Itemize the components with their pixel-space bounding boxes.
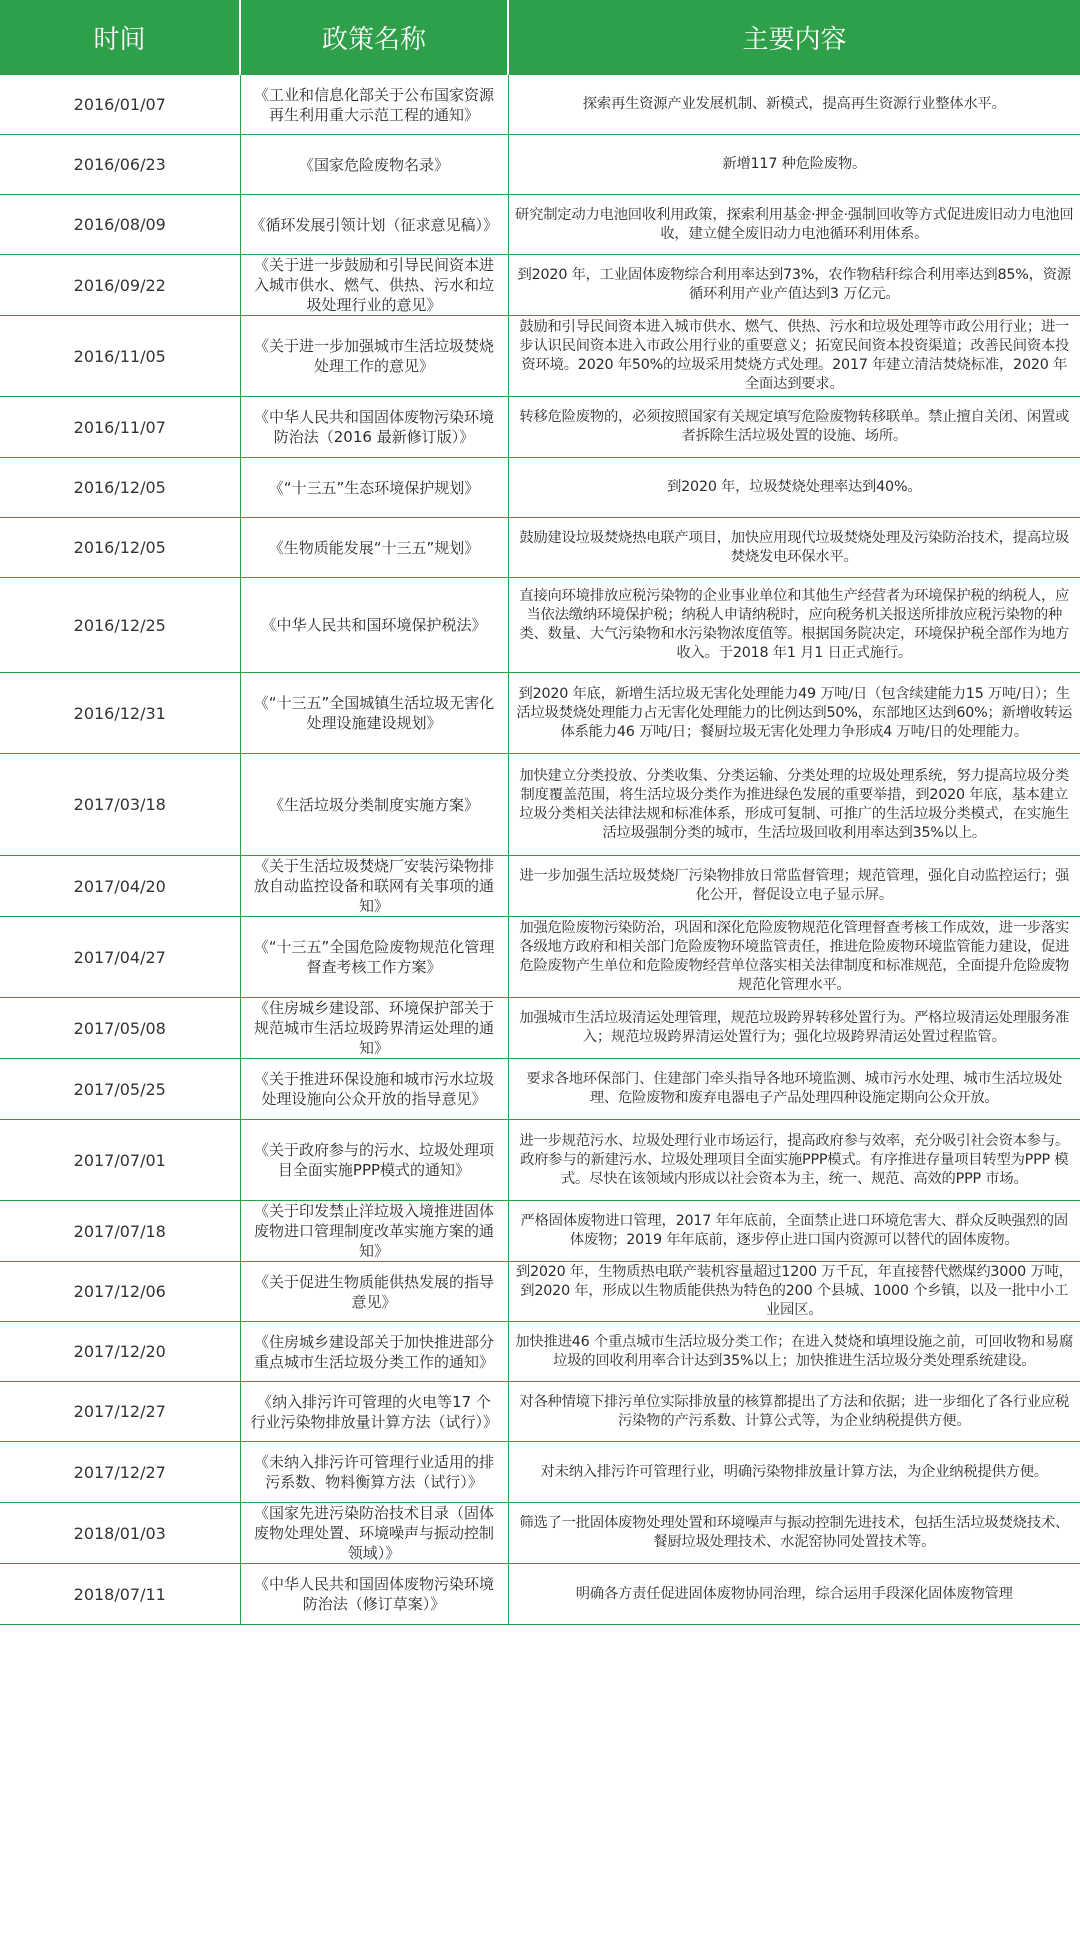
row-policy-name: 《住房城乡建设部关于加快推进部分重点城市生活垃圾分类工作的通知》: [240, 1322, 508, 1382]
row-date: 2016/11/05: [0, 316, 240, 397]
row-date: 2017/07/18: [0, 1201, 240, 1262]
row-policy-name: 《关于进一步加强城市生活垃圾焚烧处理工作的意见》: [240, 316, 508, 397]
row-main-content: 要求各地环保部门、住建部门牵头指导各地环境监测、城市污水处理、城市生活垃圾处理、危险废物和废弃电器电子产品处理四种设施定期向公众开放。: [508, 1059, 1080, 1120]
table-row: [0, 255, 1080, 316]
row-main-content: 转移危险废物的，必须按照国家有关规定填写危险废物转移联单。禁止擅自关闭、闲置或者拆除生活垃圾处置的设施、场所。: [508, 397, 1080, 458]
table-row: [0, 1120, 1080, 1201]
row-date: 2017/07/01: [0, 1120, 240, 1201]
row-policy-name: 《中华人民共和国固体废物污染环境防治法（2016 最新修订版）》: [240, 397, 508, 458]
row-date: 2016/09/22: [0, 255, 240, 316]
table-row: [0, 673, 1080, 754]
row-policy-name: 《“十三五”全国危险废物规范化管理督查考核工作方案》: [240, 917, 508, 998]
row-main-content: 到2020 年，工业固体废物综合利用率达到73%，农作物秸秆综合利用率达到85%，资源循环利用产业产值达到3 万亿元。: [508, 255, 1080, 316]
row-main-content: 加强危险废物污染防治，巩固和深化危险废物规范化管理督查考核工作成效，进一步落实各级地方政府和相关部门危险废物环境监管责任，推进危险废物环境监管能力建设，促进危险废物产生单位和危险废物经营单位落实相关法律制度和标准规范，全面提升危险废物规范化管理水平。: [508, 917, 1080, 998]
table-row: [0, 1201, 1080, 1262]
row-policy-name: 《国家先进污染防治技术目录（固体废物处理处置、环境噪声与振动控制领域）》: [240, 1503, 508, 1564]
table-row: [0, 578, 1080, 673]
row-policy-name: 《未纳入排污许可管理行业适用的排污系数、物料衡算方法（试行）》: [240, 1442, 508, 1503]
row-main-content: 鼓励建设垃圾焚烧热电联产项目，加快应用现代垃圾焚烧处理及污染防治技术，提高垃圾焚烧发电环保水平。: [508, 518, 1080, 578]
row-date: 2017/12/27: [0, 1442, 240, 1503]
table-row: [0, 856, 1080, 917]
row-policy-name: 《关于印发禁止洋垃圾入境推进固体废物进口管理制度改革实施方案的通知》: [240, 1201, 508, 1262]
table-row: [0, 1262, 1080, 1322]
row-main-content: 鼓励和引导民间资本进入城市供水、燃气、供热、污水和垃圾处理等市政公用行业；进一步认识民间资本进入市政公用行业的重要意义；拓宽民间资本投资渠道；改善民间资本投资环境。2020 年50%的垃圾采用焚烧方式处理。2017 年建立清洁焚烧标准，2020 年全面达到要求。: [508, 316, 1080, 397]
table-row: [0, 917, 1080, 998]
row-date: 2016/08/09: [0, 195, 240, 255]
row-date: 2017/05/08: [0, 998, 240, 1059]
row-main-content: 探索再生资源产业发展机制、新模式，提高再生资源行业整体水平。: [508, 75, 1080, 135]
table-row: [0, 195, 1080, 255]
table-row: [0, 1322, 1080, 1382]
row-policy-name: 《关于进一步鼓励和引导民间资本进入城市供水、燃气、供热、污水和垃圾处理行业的意见》: [240, 255, 508, 316]
row-policy-name: 《关于生活垃圾焚烧厂安装污染物排放自动监控设备和联网有关事项的通知》: [240, 856, 508, 917]
row-main-content: 加快建立分类投放、分类收集、分类运输、分类处理的垃圾处理系统，努力提高垃圾分类制度覆盖范围，将生活垃圾分类作为推进绿色发展的重要举措，到2020 年底，基本建立垃圾分类相关法律法规和标准体系，形成可复制、可推广的生活垃圾分类模式，在实施生活垃圾强制分类的城市，生活垃圾回收利用率达到35%以上。: [508, 754, 1080, 856]
row-main-content: 筛选了一批固体废物处理处置和环境噪声与振动控制先进技术，包括生活垃圾焚烧技术、餐厨垃圾处理技术、水泥窑协同处置技术等。: [508, 1503, 1080, 1564]
row-main-content: 进一步加强生活垃圾焚烧厂污染物排放日常监督管理；规范管理，强化自动监控运行；强化公开，督促设立电子显示屏。: [508, 856, 1080, 917]
table-row: [0, 397, 1080, 458]
row-date: 2017/05/25: [0, 1059, 240, 1120]
row-date: 2018/01/03: [0, 1503, 240, 1564]
row-date: 2016/06/23: [0, 135, 240, 195]
table-row: [0, 1564, 1080, 1625]
row-policy-name: 《中华人民共和国固体废物污染环境防治法（修订草案）》: [240, 1564, 508, 1625]
table-row: [0, 1382, 1080, 1442]
row-date: 2017/12/20: [0, 1322, 240, 1382]
row-policy-name: 《工业和信息化部关于公布国家资源再生利用重大示范工程的通知》: [240, 75, 508, 135]
row-main-content: 进一步规范污水、垃圾处理行业市场运行，提高政府参与效率，充分吸引社会资本参与。政府参与的新建污水、垃圾处理项目全面实施PPP模式。有序推进存量项目转型为PPP 模式。尽快在该领域内形成以社会资本为主，统一、规范、高效的PPP 市场。: [508, 1120, 1080, 1201]
table-row: [0, 998, 1080, 1059]
row-date: 2018/07/11: [0, 1564, 240, 1625]
row-policy-name: 《“十三五”全国城镇生活垃圾无害化处理设施建设规划》: [240, 673, 508, 754]
table-row: [0, 1503, 1080, 1564]
row-date: 2016/12/05: [0, 458, 240, 518]
table-row: [0, 458, 1080, 518]
row-date: 2017/12/27: [0, 1382, 240, 1442]
row-date: 2016/12/25: [0, 578, 240, 673]
row-policy-name: 《“十三五”生态环境保护规划》: [240, 458, 508, 518]
row-date: 2016/12/05: [0, 518, 240, 578]
row-main-content: 到2020 年，生物质热电联产装机容量超过1200 万千瓦，年直接替代燃煤约3000 万吨，到2020 年，形成以生物质能供热为特色的200 个县城、1000 个乡镇，以及一批中小工业园区。: [508, 1262, 1080, 1322]
row-main-content: 加强城市生活垃圾清运处理管理，规范垃圾跨界转移处置行为。严格垃圾清运处理服务准入；规范垃圾跨界清运处置行为；强化垃圾跨界清运处置过程监管。: [508, 998, 1080, 1059]
row-date: 2017/03/18: [0, 754, 240, 856]
table-header-row: [0, 0, 1080, 75]
header-date: 时间: [0, 0, 240, 75]
table-row: [0, 135, 1080, 195]
row-policy-name: 《生活垃圾分类制度实施方案》: [240, 754, 508, 856]
row-date: 2017/12/06: [0, 1262, 240, 1322]
row-policy-name: 《住房城乡建设部、环境保护部关于规范城市生活垃圾跨界清运处理的通知》: [240, 998, 508, 1059]
row-main-content: 明确各方责任促进固体废物协同治理，综合运用手段深化固体废物管理: [508, 1564, 1080, 1625]
row-policy-name: 《关于政府参与的污水、垃圾处理项目全面实施PPP模式的通知》: [240, 1120, 508, 1201]
row-main-content: 研究制定动力电池回收利用政策，探索利用基金·押金·强制回收等方式促进废旧动力电池回收，建立健全废旧动力电池循环利用体系。: [508, 195, 1080, 255]
row-policy-name: 《纳入排污许可管理的火电等17 个行业污染物排放量计算方法（试行）》: [240, 1382, 508, 1442]
header-policy-name: 政策名称: [240, 0, 508, 75]
row-main-content: 加快推进46 个重点城市生活垃圾分类工作；在进入焚烧和填埋设施之前，可回收物和易腐垃圾的回收利用率合计达到35%以上；加快推进生活垃圾分类处理系统建设。: [508, 1322, 1080, 1382]
row-policy-name: 《中华人民共和国环境保护税法》: [240, 578, 508, 673]
table-row: [0, 754, 1080, 856]
row-date: 2017/04/27: [0, 917, 240, 998]
header-main-content: 主要内容: [508, 0, 1080, 75]
row-main-content: 严格固体废物进口管理，2017 年年底前，全面禁止进口环境危害大、群众反映强烈的固体废物；2019 年年底前，逐步停止进口国内资源可以替代的固体废物。: [508, 1201, 1080, 1262]
row-policy-name: 《关于促进生物质能供热发展的指导意见》: [240, 1262, 508, 1322]
table-row: [0, 75, 1080, 135]
row-main-content: 到2020 年底，新增生活垃圾无害化处理能力49 万吨/日（包含续建能力15 万吨/日）；生活垃圾焚烧处理能力占无害化处理能力的比例达到50%，东部地区达到60%；新增收转运体系能力46 万吨/日；餐厨垃圾无害化处理力争形成4 万吨/日的处理能力。: [508, 673, 1080, 754]
row-date: 2016/12/31: [0, 673, 240, 754]
table-row: [0, 316, 1080, 397]
row-policy-name: 《关于推进环保设施和城市污水垃圾处理设施向公众开放的指导意见》: [240, 1059, 508, 1120]
table-row: [0, 1442, 1080, 1503]
row-date: 2016/01/07: [0, 75, 240, 135]
row-main-content: 新增117 种危险废物。: [508, 135, 1080, 195]
table-row: [0, 1059, 1080, 1120]
row-main-content: 直接向环境排放应税污染物的企业事业单位和其他生产经营者为环境保护税的纳税人，应当依法缴纳环境保护税；纳税人申请纳税时，应向税务机关报送所排放应税污染物的种类、数量、大气污染物和水污染物浓度值等。根据国务院决定，环境保护税全部作为地方收入。于2018 年1 月1 日正式施行。: [508, 578, 1080, 673]
row-policy-name: 《生物质能发展“十三五”规划》: [240, 518, 508, 578]
row-policy-name: 《循环发展引领计划（征求意见稿）》: [240, 195, 508, 255]
row-date: 2017/04/20: [0, 856, 240, 917]
row-main-content: 到2020 年，垃圾焚烧处理率达到40%。: [508, 458, 1080, 518]
row-main-content: 对未纳入排污许可管理行业，明确污染物排放量计算方法，为企业纳税提供方便。: [508, 1442, 1080, 1503]
row-policy-name: 《国家危险废物名录》: [240, 135, 508, 195]
table-body: [0, 75, 1080, 1625]
row-main-content: 对各种情境下排污单位实际排放量的核算都提出了方法和依据；进一步细化了各行业应税污染物的产污系数、计算公式等，为企业纳税提供方便。: [508, 1382, 1080, 1442]
row-date: 2016/11/07: [0, 397, 240, 458]
table-row: [0, 518, 1080, 578]
